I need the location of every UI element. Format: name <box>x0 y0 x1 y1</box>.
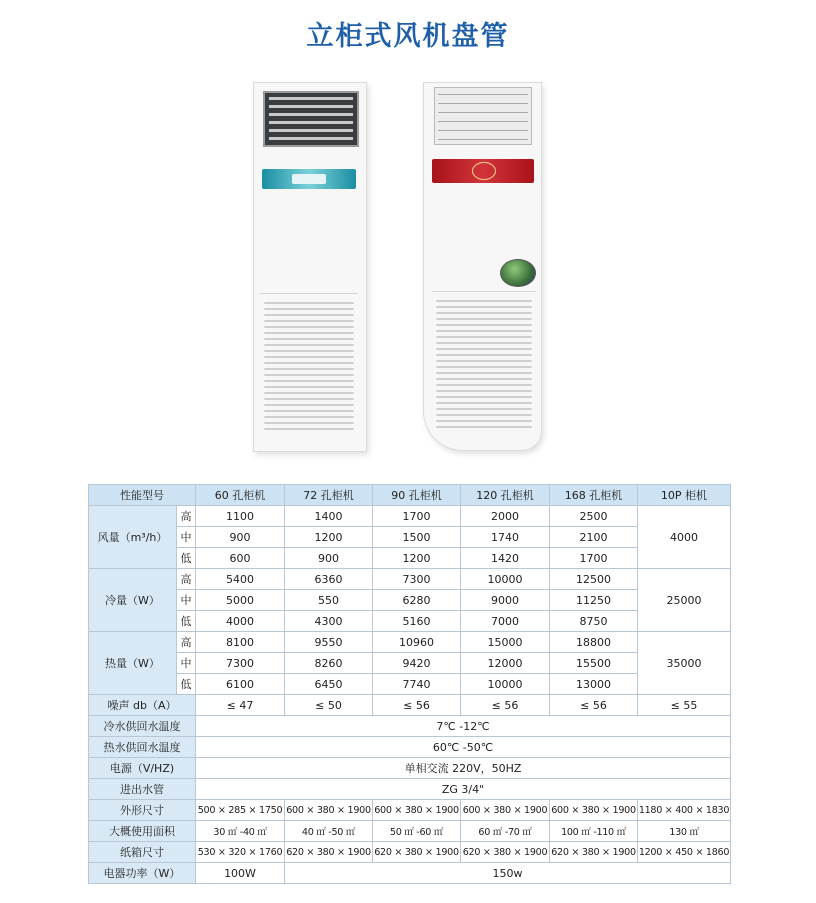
cold-water-temp-label: 冷水供回水温度 <box>89 716 196 737</box>
table-cell: 6450 <box>285 674 373 695</box>
table-cell: 620 × 380 × 1900 <box>461 842 550 863</box>
table-cell: 7300 <box>196 653 285 674</box>
louvre-slat <box>264 326 354 328</box>
table-cell: 35000 <box>638 632 731 695</box>
header-label: 性能型号 <box>89 485 196 506</box>
louvre-slat <box>436 420 532 422</box>
louvre-slat <box>436 384 532 386</box>
table-cell: 4000 <box>196 611 285 632</box>
table-cell: 11250 <box>550 590 638 611</box>
louvre-slat <box>438 112 528 113</box>
louvre-slat <box>264 380 354 382</box>
louvre-slat <box>264 428 354 430</box>
louvre-slat <box>438 139 528 140</box>
table-cell: 60℃ -50℃ <box>196 737 731 758</box>
table-cell: 100 ㎡ -110 ㎡ <box>550 821 638 842</box>
table-cell: ≤ 56 <box>461 695 550 716</box>
louvre-slat <box>264 314 354 316</box>
louvre-slat <box>436 378 532 380</box>
table-cell: 1200 <box>373 548 461 569</box>
louvre-slat <box>264 356 354 358</box>
table-cell: 10000 <box>461 569 550 590</box>
hot-water-temp-label: 热水供回水温度 <box>89 737 196 758</box>
table-cell: 2500 <box>550 506 638 527</box>
table-cell: 1200 × 450 × 1860 <box>638 842 731 863</box>
table-row <box>89 842 731 863</box>
table-row <box>89 737 731 758</box>
louvre-slat <box>269 105 353 108</box>
cooling-label: 冷量（W） <box>89 569 177 632</box>
table-cell: 1700 <box>550 548 638 569</box>
louvre-slat <box>264 308 354 310</box>
louvre-slat <box>264 350 354 352</box>
louvre-slat <box>436 396 532 398</box>
table-cell: 600 × 380 × 1900 <box>285 800 373 821</box>
level-mid: 中 <box>177 590 196 611</box>
louvre-slat <box>264 374 354 376</box>
table-cell: 50 ㎡ -60 ㎡ <box>373 821 461 842</box>
louvre-slat <box>436 330 532 332</box>
louvre-slat <box>264 410 354 412</box>
louvre-slat <box>436 312 532 314</box>
heating-label: 热量（W） <box>89 632 177 695</box>
louvre-slat <box>436 390 532 392</box>
table-cell: 1700 <box>373 506 461 527</box>
louvre-slat <box>264 386 354 388</box>
table-cell: 15500 <box>550 653 638 674</box>
louvre-slat <box>436 402 532 404</box>
table-cell: 6360 <box>285 569 373 590</box>
table-cell: ≤ 56 <box>550 695 638 716</box>
dimensions-label: 外形尺寸 <box>89 800 196 821</box>
louvre-slat <box>438 121 528 122</box>
table-cell: 8100 <box>196 632 285 653</box>
louvre-slat <box>264 302 354 304</box>
louvre-slat <box>264 368 354 370</box>
table-cell: 13000 <box>550 674 638 695</box>
power-supply-label: 电源（V/HZ) <box>89 758 196 779</box>
table-cell: 620 × 380 × 1900 <box>285 842 373 863</box>
louvre-slat <box>436 366 532 368</box>
louvre-slat <box>436 372 532 374</box>
louvre-slat <box>436 324 532 326</box>
louvre-slat <box>436 414 532 416</box>
table-cell: 7300 <box>373 569 461 590</box>
table-cell: 1180 × 400 × 1830 <box>638 800 731 821</box>
table-row <box>89 863 731 884</box>
table-cell: 600 <box>196 548 285 569</box>
louvre-slat <box>264 404 354 406</box>
table-cell: ≤ 50 <box>285 695 373 716</box>
table-cell: 6280 <box>373 590 461 611</box>
louvre-slat <box>264 338 354 340</box>
louvre-slat <box>264 416 354 418</box>
page-title: 立柜式风机盘管 <box>306 21 510 52</box>
louvre-slat <box>436 342 532 344</box>
table-cell: 900 <box>196 527 285 548</box>
table-cell: 10000 <box>461 674 550 695</box>
table-cell: ≤ 56 <box>373 695 461 716</box>
table-cell: 4000 <box>638 506 731 569</box>
table-cell: ≤ 47 <box>196 695 285 716</box>
table-row <box>89 800 731 821</box>
table-cell: 7℃ -12℃ <box>196 716 731 737</box>
table-cell: 1420 <box>461 548 550 569</box>
table-cell: 620 × 380 × 1900 <box>550 842 638 863</box>
table-cell: 40 ㎡ -50 ㎡ <box>285 821 373 842</box>
table-cell: 5400 <box>196 569 285 590</box>
louvre-slat <box>438 130 528 131</box>
louvre-slat <box>264 362 354 364</box>
level-mid: 中 <box>177 527 196 548</box>
louvre-slat <box>436 426 532 428</box>
table-cell: 4300 <box>285 611 373 632</box>
louvre-slat <box>264 344 354 346</box>
table-cell: 8750 <box>550 611 638 632</box>
carton-label: 纸箱尺寸 <box>89 842 196 863</box>
area-label: 大概使用面积 <box>89 821 196 842</box>
top-air-outlet-grille <box>434 87 532 145</box>
table-cell: 620 × 380 × 1900 <box>373 842 461 863</box>
table-row <box>89 716 731 737</box>
table-cell: 12000 <box>461 653 550 674</box>
table-cell: 12500 <box>550 569 638 590</box>
table-cell: 130 ㎡ <box>638 821 731 842</box>
table-row <box>89 779 731 800</box>
table-cell: 30 ㎡ -40 ㎡ <box>196 821 285 842</box>
model-header: 60 孔柜机 <box>196 485 285 506</box>
return-air-grille <box>260 293 358 432</box>
table-cell: 1500 <box>373 527 461 548</box>
control-panel <box>262 169 356 189</box>
louvre-slat <box>264 398 354 400</box>
model-header: 168 孔柜机 <box>550 485 638 506</box>
table-cell: 60 ㎡ -70 ㎡ <box>461 821 550 842</box>
table-row <box>89 632 731 653</box>
table-cell: ZG 3/4" <box>196 779 731 800</box>
model-header: 72 孔柜机 <box>285 485 373 506</box>
louvre-slat <box>436 300 532 302</box>
cabinet-unit-red-panel <box>423 82 542 451</box>
table-cell: 550 <box>285 590 373 611</box>
top-air-outlet-grille <box>263 91 359 147</box>
decorative-badge <box>500 259 536 287</box>
airflow-label: 风量（m³/h） <box>89 506 177 569</box>
table-row <box>89 506 731 527</box>
level-low: 低 <box>177 548 196 569</box>
table-cell: 530 × 320 × 1760 <box>196 842 285 863</box>
table-cell: 100W <box>196 863 285 884</box>
model-header: 120 孔柜机 <box>461 485 550 506</box>
table-cell: 2100 <box>550 527 638 548</box>
louvre-slat <box>436 354 532 356</box>
louvre-slat <box>436 318 532 320</box>
louvre-slat <box>269 121 353 124</box>
table-cell: 8260 <box>285 653 373 674</box>
table-cell: 600 × 380 × 1900 <box>373 800 461 821</box>
table-cell: 500 × 285 × 1750 <box>196 800 285 821</box>
table-row <box>89 695 731 716</box>
table-row <box>89 527 731 548</box>
table-cell: 600 × 380 × 1900 <box>550 800 638 821</box>
header-row <box>89 485 731 506</box>
level-mid: 中 <box>177 653 196 674</box>
table-row <box>89 758 731 779</box>
table-cell: 5000 <box>196 590 285 611</box>
model-header: 10P 柜机 <box>638 485 731 506</box>
control-panel <box>432 159 534 183</box>
table-cell: 18800 <box>550 632 638 653</box>
table-cell: 9420 <box>373 653 461 674</box>
table-cell: 1400 <box>285 506 373 527</box>
table-row <box>89 548 731 569</box>
pipe-label: 进出水管 <box>89 779 196 800</box>
louvre-slat <box>438 94 528 95</box>
table-cell: 单相交流 220V，50HZ <box>196 758 731 779</box>
louvre-slat <box>264 392 354 394</box>
level-high: 高 <box>177 506 196 527</box>
return-air-grille <box>432 291 536 430</box>
louvre-slat <box>269 137 353 140</box>
louvre-slat <box>436 348 532 350</box>
louvre-slat <box>436 360 532 362</box>
motor-power-label: 电器功率（W） <box>89 863 196 884</box>
louvre-slat <box>269 97 353 100</box>
louvre-slat <box>436 408 532 410</box>
level-high: 高 <box>177 632 196 653</box>
table-cell: 10960 <box>373 632 461 653</box>
louvre-slat <box>436 336 532 338</box>
louvre-slat <box>264 332 354 334</box>
table-cell: ≤ 55 <box>638 695 731 716</box>
table-row <box>89 674 731 695</box>
noise-label: 噪声 db（A） <box>89 695 196 716</box>
table-cell: 9550 <box>285 632 373 653</box>
table-cell: 600 × 380 × 1900 <box>461 800 550 821</box>
table-cell: 900 <box>285 548 373 569</box>
table-row <box>89 611 731 632</box>
louvre-slat <box>264 320 354 322</box>
level-low: 低 <box>177 674 196 695</box>
table-cell: 1740 <box>461 527 550 548</box>
table-cell: 2000 <box>461 506 550 527</box>
table-cell: 1100 <box>196 506 285 527</box>
table-cell: 7740 <box>373 674 461 695</box>
model-header: 90 孔柜机 <box>373 485 461 506</box>
cabinet-unit-teal-panel <box>253 82 367 452</box>
table-cell: 9000 <box>461 590 550 611</box>
table-cell: 150w <box>285 863 731 884</box>
louvre-slat <box>269 113 353 116</box>
table-row <box>89 590 731 611</box>
table-cell: 5160 <box>373 611 461 632</box>
louvre-slat <box>264 422 354 424</box>
table-cell: 6100 <box>196 674 285 695</box>
louvre-slat <box>438 103 528 104</box>
table-cell: 1200 <box>285 527 373 548</box>
table-row <box>89 569 731 590</box>
table-row <box>89 821 731 842</box>
table-cell: 25000 <box>638 569 731 632</box>
louvre-slat <box>436 306 532 308</box>
louvre-slat <box>269 129 353 132</box>
table-cell: 7000 <box>461 611 550 632</box>
table-cell: 15000 <box>461 632 550 653</box>
spec-table <box>88 484 731 884</box>
level-high: 高 <box>177 569 196 590</box>
table-row <box>89 653 731 674</box>
level-low: 低 <box>177 611 196 632</box>
